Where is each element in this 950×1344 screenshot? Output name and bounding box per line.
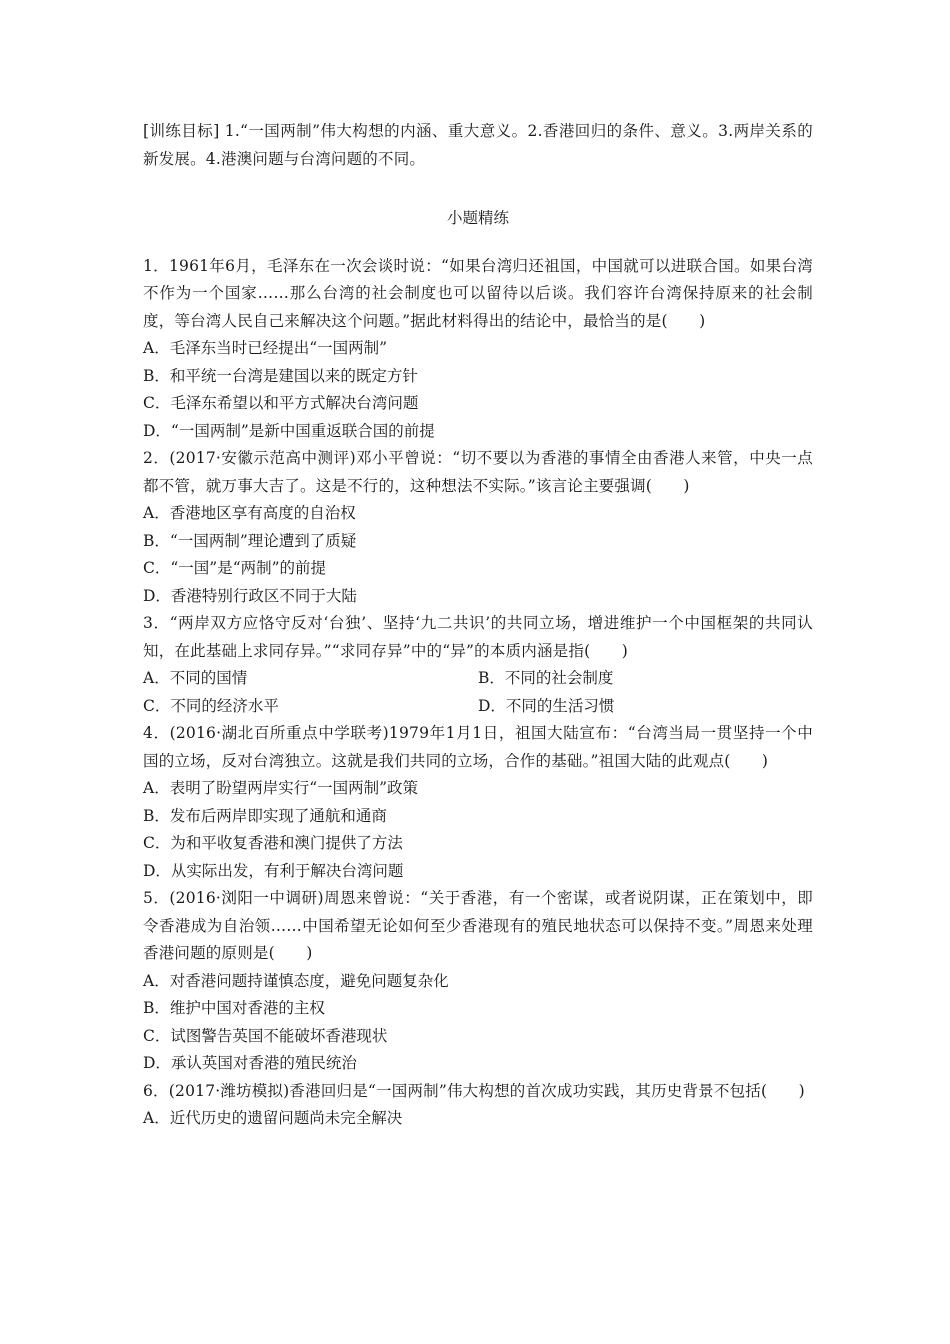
question-1 xyxy=(143,253,813,446)
option-c: C．不同的经济水平 xyxy=(143,696,279,715)
option-c: C．“一国”是“两制”的前提 xyxy=(143,559,327,577)
question-2 xyxy=(143,445,813,610)
question-3 xyxy=(143,610,813,720)
option-b: B．“一国两制”理论遭到了质疑 xyxy=(143,531,357,550)
option-d: D．不同的生活习惯 xyxy=(478,696,615,715)
option-row xyxy=(143,693,813,721)
option-b: B．发布后两岸即实现了通航和通商 xyxy=(143,806,387,825)
option-a: A．近代历史的遗留问题尚未完全解决 xyxy=(143,1109,403,1127)
option-d: D．“一国两制”是新中国重返联合国的前提 xyxy=(143,421,435,440)
option-a: A．表明了盼望两岸实行“一国两制”政策 xyxy=(143,779,419,797)
option-d: D．香港特别行政区不同于大陆 xyxy=(143,586,357,605)
option-c: C．试图警告英国不能破坏香港现状 xyxy=(143,1026,388,1045)
option-a: A．不同的国情 xyxy=(143,669,248,687)
option-c: C．毛泽东希望以和平方式解决台湾问题 xyxy=(143,394,419,412)
option-a: A．对香港问题持谨慎态度，避免问题复杂化 xyxy=(143,971,449,990)
option-a: A．毛泽东当时已经提出“一国两制” xyxy=(143,339,388,357)
option-row xyxy=(143,665,813,693)
training-objectives: [训练目标] 1.“一国两制”伟大构想的内涵、重大意义。2.香港回归的条件、意义。3.两岸关系的新发展。4.港澳问题与台湾问题的不同。 xyxy=(143,122,813,168)
question-stem: 2．(2017·安徽示范高中测评)邓小平曾说：“切不要以为香港的事情全由香港人来管，中央一点都不管，就万事大吉了。这是不行的，这种想法不实际。”该言论主要强调( ) xyxy=(143,449,813,495)
question-stem: 6．(2017·潍坊模拟)香港回归是“一国两制”伟大构想的首次成功实践，其历史背景不包括( ) xyxy=(143,1081,805,1100)
question-4 xyxy=(143,720,813,885)
option-b: B．和平统一台湾是建国以来的既定方针 xyxy=(143,366,418,385)
option-a: A．香港地区享有高度的自治权 xyxy=(143,504,356,522)
question-stem: 1．1961年6月，毛泽东在一次会谈时说：“如果台湾归还祖国，中国就可以进联合国。如果台湾不作为一个国家……那么台湾的社会制度也可以留待以后谈。我们容许台湾保持原来的社会制度，等台湾人民自己来解决这个问题。”据此材料得出的结论中，最恰当的是( ) xyxy=(143,256,813,330)
question-stem: 5．(2016·浏阳一中调研)周恩来曾说：“关于香港，有一个密谋，或者说阴谋，正在策划中，即令香港成为自治领……中国希望无论如何至少香港现有的殖民地状态可以保持不变。”周恩来处理香港问题的原则是( ) xyxy=(143,889,813,962)
question-6 xyxy=(143,1078,813,1133)
question-stem: 3．“两岸双方应恪守反对‘台独’、坚持‘九二共识’的共同立场，增进维护一个中国框架的共同认知，在此基础上求同存异。”“求同存异”中的“异”的本质内涵是指( ) xyxy=(143,614,813,660)
document-page xyxy=(143,118,813,1133)
question-5 xyxy=(143,885,813,1078)
section-title: 小题精练 xyxy=(446,209,509,227)
option-d: D．承认英国对香港的殖民统治 xyxy=(143,1054,357,1072)
option-c: C．为和平收复香港和澳门提供了方法 xyxy=(143,834,403,852)
option-d: D．从实际出发，有利于解决台湾问题 xyxy=(143,861,404,880)
question-stem: 4．(2016·湖北百所重点中学联考)1979年1月1日，祖国大陆宣布：“台湾当局一贯坚持一个中国的立场，反对台湾独立。这就是我们共同的立场，合作的基础。”祖国大陆的此观点( ) xyxy=(143,724,813,770)
option-b: B．不同的社会制度 xyxy=(478,669,614,687)
option-b: B．维护中国对香港的主权 xyxy=(143,999,325,1017)
